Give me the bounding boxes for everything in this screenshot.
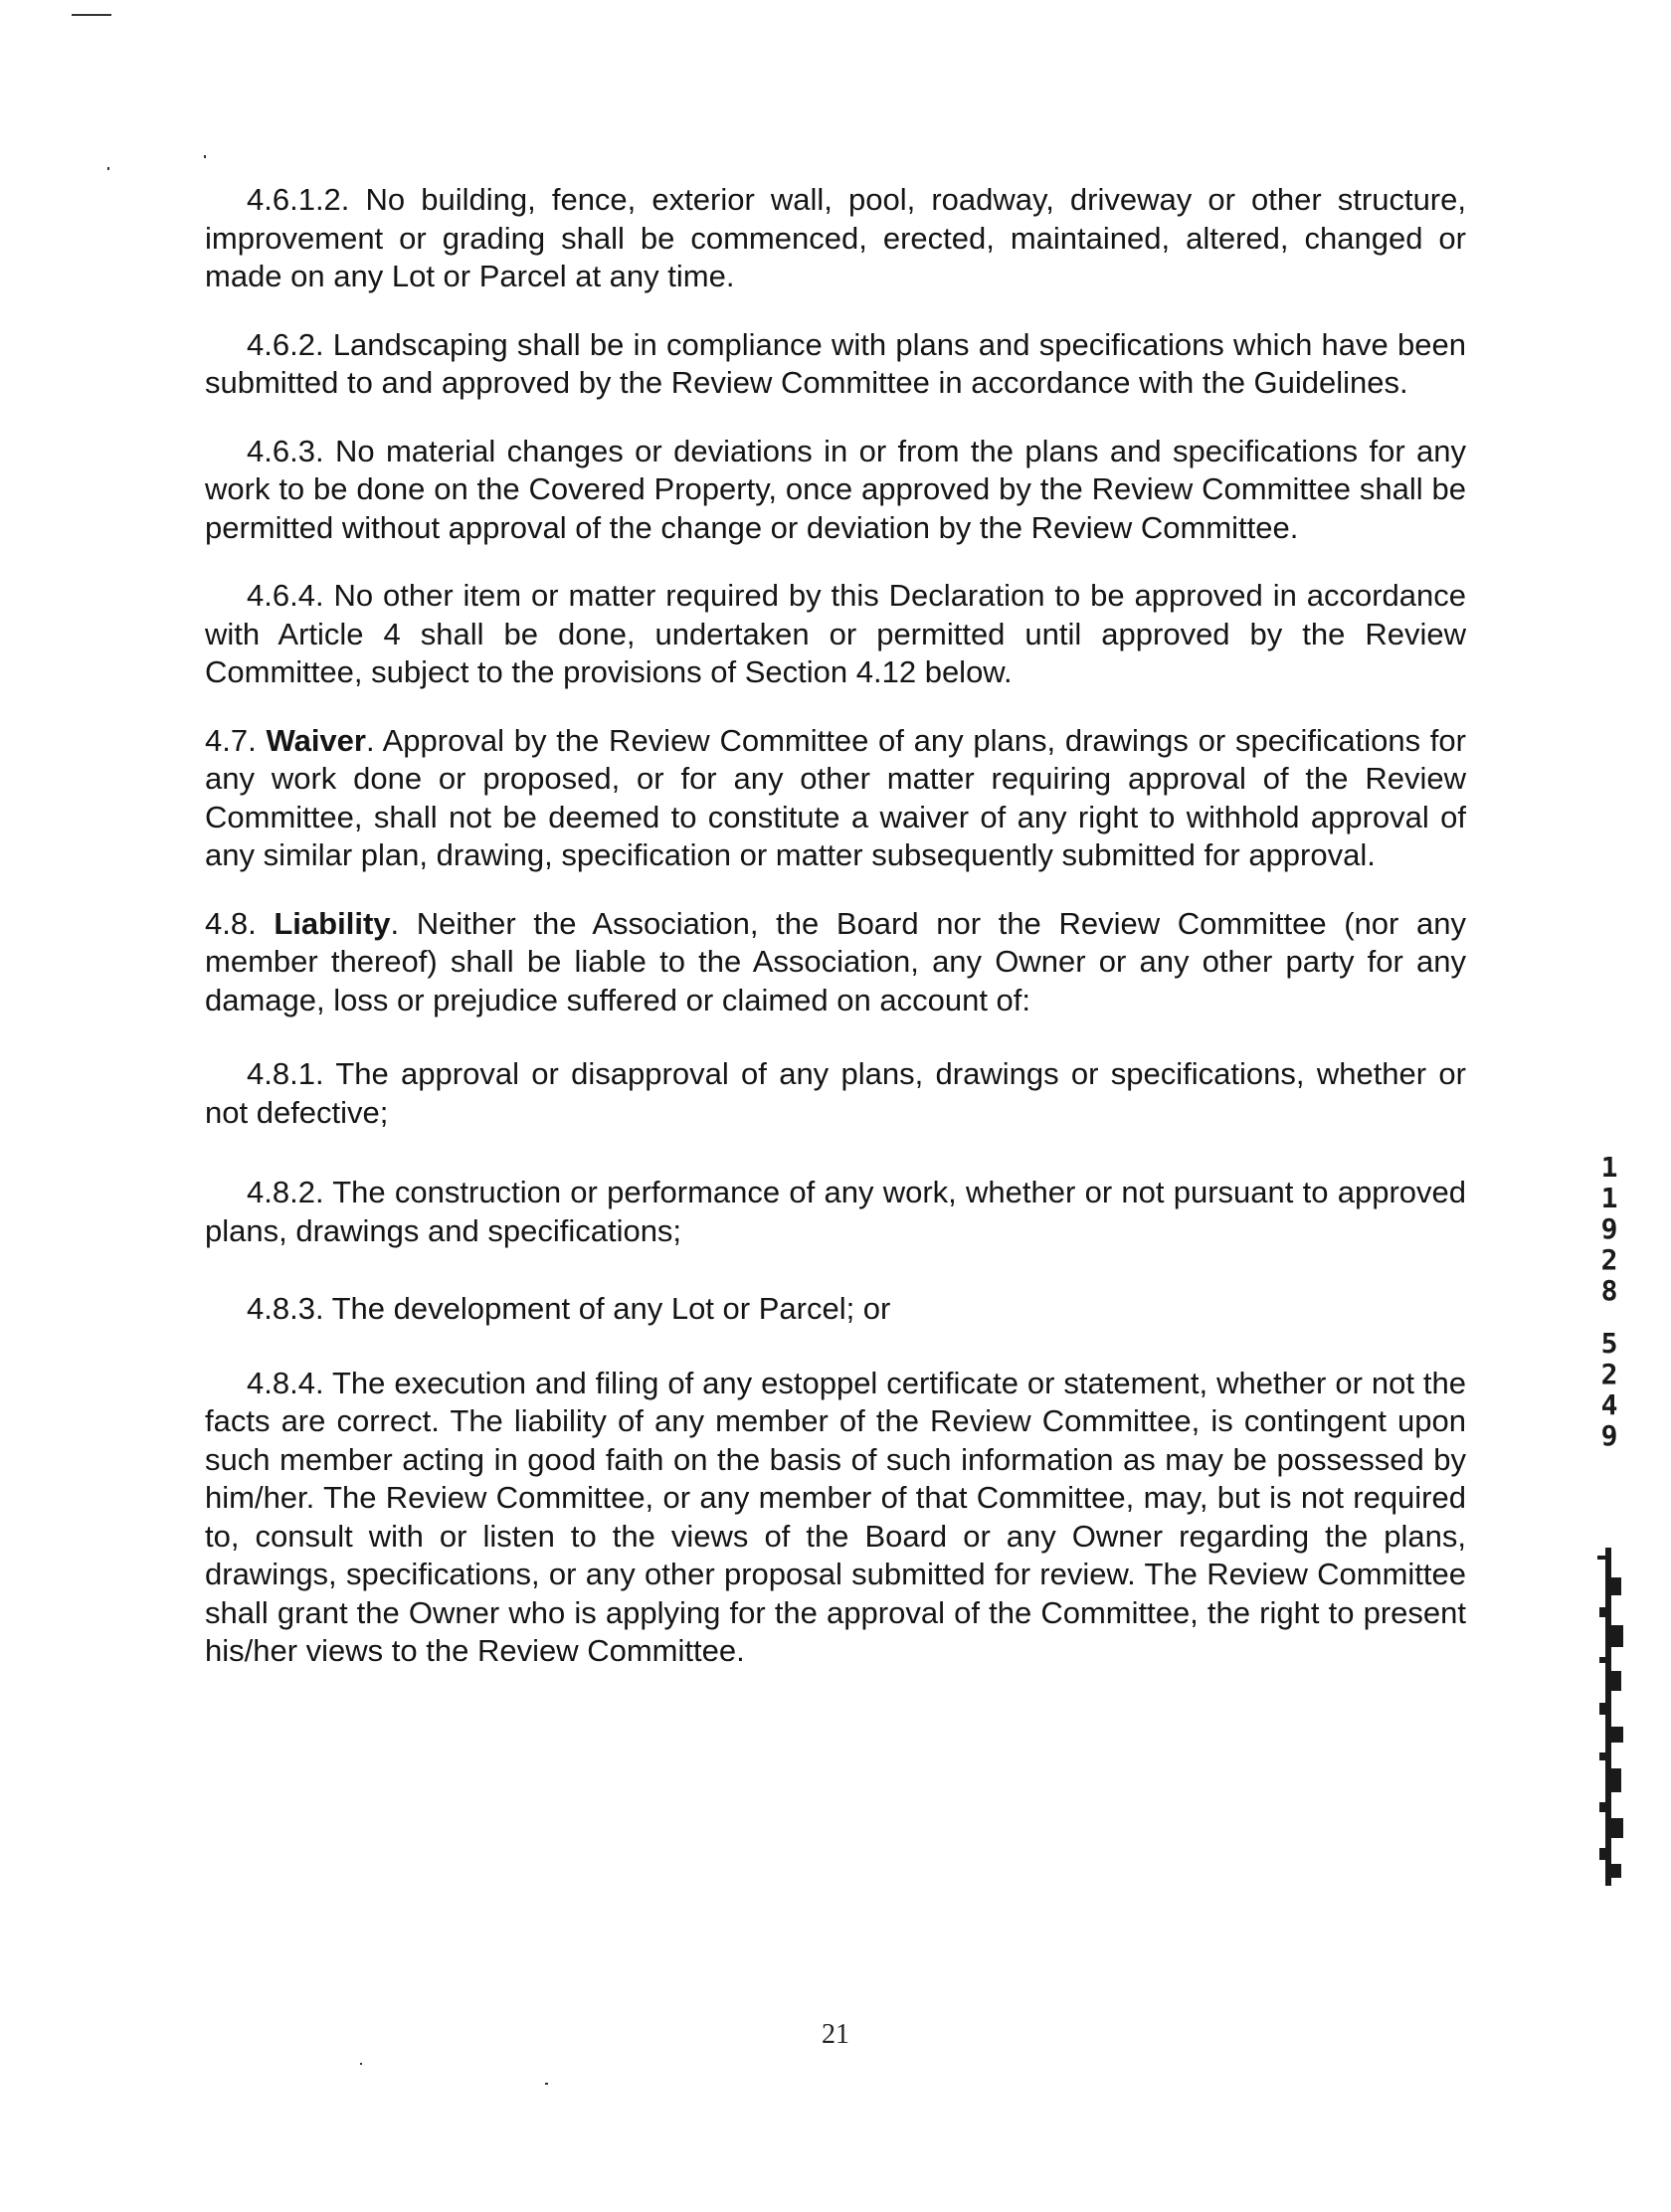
stamp-digit: 2 bbox=[1600, 1243, 1618, 1276]
section-number: 4.8. bbox=[205, 905, 257, 941]
stamp-digit: 9 bbox=[1600, 1212, 1618, 1245]
paragraph-4-6-2: 4.6.2. Landscaping shall be in compliance with plans and specifications which have been submitted to and approved by the Review Committee in accordance with the Guidelines. bbox=[205, 326, 1466, 400]
paragraph-4-6-3: 4.6.3. No material changes or deviations in or from the plans and specifications for any work to be done on the Covered Property, once approved by the Review Committee shall be permitted without approval of the change or deviation by the Review Committee. bbox=[205, 433, 1466, 545]
section-body: . Approval by the Review Committee of any plans, drawings or specifications for any work done or proposed, or for any other matter requiring approval of the Review Committee, shall not be deemed to constitute a waiver of any right to withhold approval of any similar plan, drawing, specification or matter subsequently submitted for approval. bbox=[205, 722, 1466, 872]
paragraph-4-6-1-2: 4.6.1.2. No building, fence, exterior wall, pool, roadway, driveway or other structure, improvement or grading shall be commenced, erected, maintained, altered, changed or made on any Lot or Parcel at any time. bbox=[205, 182, 1466, 293]
scan-mark-dot bbox=[360, 2063, 362, 2065]
stamp-digit: 9 bbox=[1600, 1419, 1618, 1452]
paragraph-4-6-4: 4.6.4. No other item or matter required by this Declaration to be approved in accordance with Article 4 shall be done, undertaken or permitted until approved by the Review Committee, subject to the provisions of Section 4.12 below. bbox=[205, 578, 1466, 689]
scan-mark-dot bbox=[107, 167, 109, 170]
paragraph-4-8 bbox=[205, 905, 1466, 1020]
paragraph-4-8-3: 4.8.3. The development of any Lot or Parcel; or bbox=[247, 1291, 891, 1326]
stamp-digit: 1 bbox=[1600, 1182, 1618, 1214]
paragraph-4-8-1: 4.8.1. The approval or disapproval of any plans, drawings or specifications, whether or not defective; bbox=[205, 1056, 1466, 1130]
stamp-digit: 8 bbox=[1600, 1274, 1618, 1307]
scan-mark-top-left bbox=[72, 14, 111, 16]
paragraph-4-7 bbox=[205, 722, 1466, 875]
recording-number-stamp bbox=[1595, 1152, 1623, 1451]
paragraph-4-8-4: 4.8.4. The execution and filing of any estoppel certificate or statement, whether or not the facts are correct. The liability of any member of the Review Committee, is contingent upon such member acting in good faith on the basis of such information as may be possessed by him/her. The Review Committee, or any member of that Committee, may, but is not required to, consult with or listen to the views of the Board or any Owner regarding the plans, drawings, specifications, or any other proposal submitted for review. The Review Committee shall grant the Owner who is applying for the approval of the Committee, the right to present his/her views to the Review Committee. bbox=[205, 1365, 1466, 1668]
section-number: 4.7. bbox=[205, 722, 257, 758]
section-body: . Neither the Association, the Board nor the Review Committee (nor any member thereof) shall be liable to the Association, any Owner or any other party for any damage, loss or prejudice suffered or claimed on account of: bbox=[205, 905, 1466, 1017]
vertical-barcode-stamp bbox=[1587, 1548, 1627, 1886]
scan-mark-dot bbox=[545, 2083, 548, 2085]
section-heading-waiver: Waiver bbox=[266, 722, 366, 758]
section-heading-liability: Liability bbox=[274, 905, 391, 941]
stamp-digit: 4 bbox=[1600, 1388, 1618, 1421]
stamp-digit: 5 bbox=[1600, 1327, 1618, 1360]
stamp-digit: 1 bbox=[1600, 1151, 1618, 1184]
page-number: 21 bbox=[822, 2019, 849, 2050]
document-body bbox=[205, 181, 1466, 1671]
paragraph-4-8-2: 4.8.2. The construction or performance of any work, whether or not pursuant to approved plans, drawings and specifications; bbox=[205, 1175, 1466, 1248]
stamp-digit: 2 bbox=[1600, 1358, 1618, 1390]
stamp-gap bbox=[1595, 1306, 1623, 1328]
scan-mark-dot bbox=[204, 155, 206, 158]
